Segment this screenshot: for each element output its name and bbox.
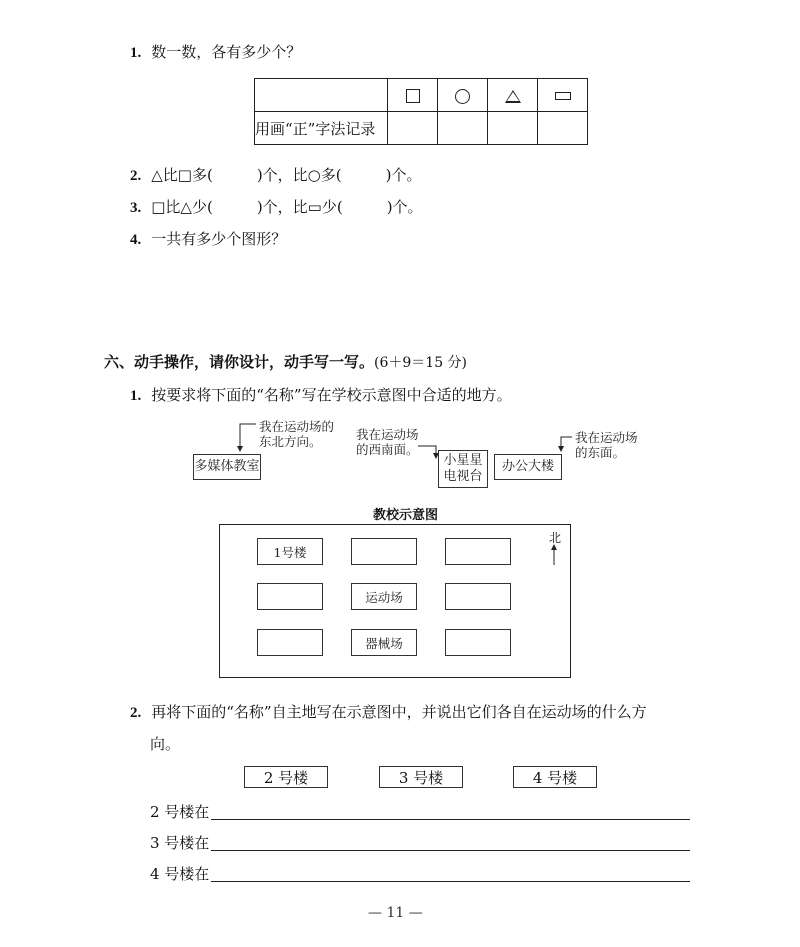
question-number: 4.	[130, 232, 142, 248]
q3-part3: )个。	[386, 198, 423, 216]
question-number: 2.	[130, 705, 142, 721]
answer-prompt-building4: 4 号楼在	[150, 865, 210, 883]
label-card-building2[interactable]: 2 号楼	[244, 766, 328, 788]
name-card-label: 小星星	[443, 453, 483, 468]
arrow-note2	[418, 446, 436, 458]
question-text: 再将下面的“名称”自主地写在示意图中，并说出它们各自在运动场的什么方	[151, 703, 647, 721]
q3-part1: □比△少(	[151, 198, 213, 216]
section6-question-2	[130, 701, 647, 722]
map-box-empty[interactable]	[445, 583, 511, 610]
note-line: 的东面。	[575, 445, 626, 460]
map-box-empty[interactable]	[257, 583, 323, 610]
label-card-building4[interactable]: 4 号楼	[513, 766, 597, 788]
note-line: 我在运动场的	[259, 419, 335, 434]
section-score: (6＋9＝15 分)	[374, 355, 468, 371]
answer-line[interactable]	[211, 819, 690, 820]
note-line: 我在运动场	[575, 430, 638, 445]
page-number: — 11 —	[368, 905, 423, 921]
label-card-building3[interactable]: 3 号楼	[379, 766, 463, 788]
q2-part1: △比□多(	[151, 166, 213, 184]
note-2	[356, 427, 419, 457]
q2-part3: )个。	[385, 166, 422, 184]
map-title: 教校示意图	[373, 508, 439, 523]
question-text: 数一数，各有多少个？	[151, 43, 302, 61]
answer-line[interactable]	[211, 881, 690, 882]
name-card-label: 多媒体教室	[194, 459, 260, 474]
answer-prompt-building2: 2 号楼在	[150, 803, 210, 821]
section-title: 六、动手操作，请你设计，动手写一写。	[104, 353, 375, 371]
note-line: 东北方向。	[259, 434, 322, 449]
north-label: 北	[549, 531, 562, 545]
map-box-empty[interactable]	[445, 629, 511, 656]
name-card-label: 办公大楼	[501, 459, 554, 474]
map-box-building1: 1号楼	[257, 538, 323, 565]
question-number: 1.	[130, 45, 142, 61]
question-number: 2.	[130, 168, 142, 184]
map-box-playground: 运动场	[351, 583, 417, 610]
note-line: 我在运动场	[356, 427, 419, 442]
name-card-media-room[interactable]	[193, 454, 261, 480]
arrow-note3	[561, 437, 572, 451]
question-text: 按要求将下面的“名称”写在学校示意图中合适的地方。	[151, 386, 512, 404]
note-1	[259, 419, 334, 449]
map-box-empty[interactable]	[257, 629, 323, 656]
answer-prompt-building3: 3 号楼在	[150, 834, 210, 852]
q3-part2: )个，比▭少(	[256, 198, 343, 216]
map-box-empty[interactable]	[351, 538, 417, 565]
note-line: 的西南面。	[356, 442, 419, 457]
question-text: 一共有多少个图形？	[151, 230, 287, 248]
school-map	[219, 524, 571, 678]
name-card-tv-station[interactable]	[438, 450, 488, 488]
name-card-office-building[interactable]	[494, 454, 562, 480]
question-number: 3.	[130, 200, 142, 216]
question-text-continued: 向。	[150, 735, 181, 753]
name-card-label: 电视台	[443, 469, 483, 484]
answer-line[interactable]	[211, 850, 690, 851]
map-box-empty[interactable]	[445, 538, 511, 565]
note-3	[575, 430, 638, 460]
map-box-equipment: 器械场	[351, 629, 417, 656]
question-number: 1.	[130, 388, 142, 404]
tally-label: 用画“正”字法记录	[255, 112, 388, 145]
arrow-note1	[240, 424, 256, 451]
q2-part2: )个，比○多(	[256, 166, 342, 184]
